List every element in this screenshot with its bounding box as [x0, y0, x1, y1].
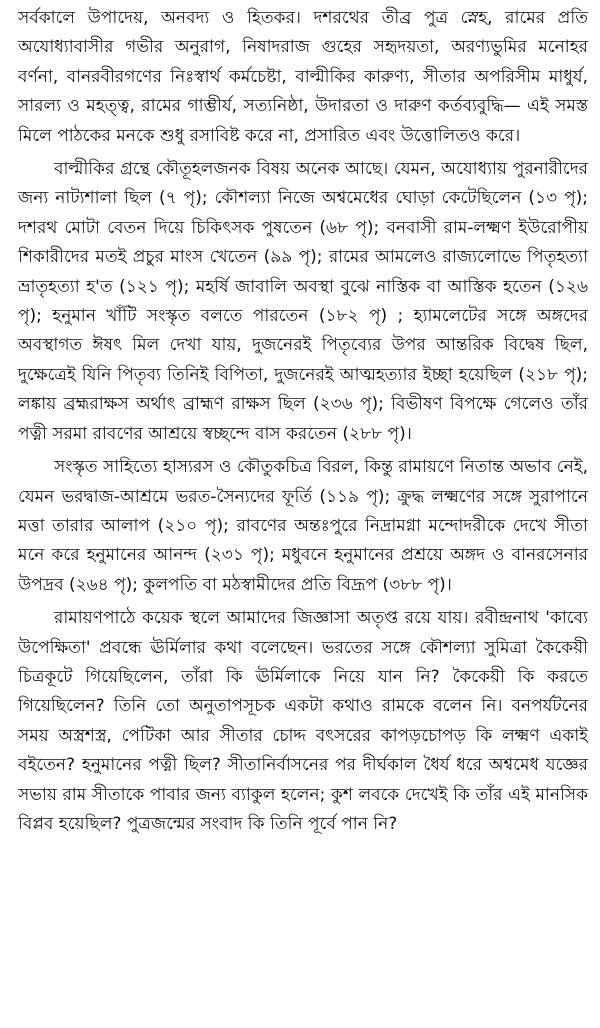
paragraph-4-questions: রামায়ণপাঠে কয়েক স্থলে আমাদের জিজ্ঞাসা অতৃপ্ত রয়ে যায়। রবীন্দ্রনাথ 'কাব্যে উপেক্ষিতা' প্রবন্ধে ঊর্মিলার কথা বলেছেন। ভরতের সঙ্গে কৌশল্যা সুমিত্রা কৈকেয়ী চিত্রকূটে গিয়েছিলেন, তাঁরা কি ঊর্মিলাকে নিয়ে যান নি? কৈকেয়ী কি করতে গিয়েছিলেন? তিনি তো অনুতাপসূচক একটা কথাও রামকে বলেন নি। বনপর্যটনের সময় অস্ত্রশস্ত্র, পেটিকা আর সীতার চোদ্দ বৎসরের কাপড়চোপড় কি লক্ষ্মণ একাই বইতেন? হনুমানের পত্নী ছিল? সীতানির্বাসনের পর দীর্ঘকাল ধৈর্য ধরে অশ্বমেধ যজ্ঞের সভায় রাম সীতাকে পাবার জন্য ব্যাকুল হলেন; কুশ লবকে দেখেই কি তাঁর এই মানসিক বিপ্লব হয়েছিল? পুত্রজন্মের সংবাদ কি তিনি পূর্বে পান নি? — [18, 608, 588, 834]
paragraph-3-humour: সংস্কৃত সাহিত্যে হাস্যরস ও কৌতুকচিত্র বিরল, কিন্তু রামায়ণে নিতান্ত অভাব নেই, যেমন ভরদ্বাজ-আশ্রমে ভরত-সৈন্যদের ফূর্তি (১১৯ পৃ); ক্রুদ্ধ লক্ষ্মণের সঙ্গে সুরাপানে মত্তা তারার আলাপ (২১০ পৃ); রাবণের অন্তঃপুরে নিদ্রামগ্না মন্দোদরীকে দেখে সীতা মনে করে হনুমানের আনন্দ (২৩১ পৃ); মধুবনে হনুমানের প্রশ্রয়ে অঙ্গদ ও বানরসেনার উপদ্রব (২৬৪ পৃ); কুলপতি বা মঠস্বামীদের প্রতি বিদ্রূপ (৩৮৮ পৃ)। — [18, 457, 588, 595]
paragraph-2-curiosities: বাল্মীকির গ্রন্থে কৌতূহলজনক বিষয় অনেক আছে। যেমন, অযোধ্যায় পুরনারীদের জন্য নাট্যশালা ছিল (৭ পৃ); কৌশল্যা নিজে অশ্বমেধের ঘোড়া কেটেছিলেন (১৩ পৃ); দশরথ মোটা বেতন দিয়ে চিকিৎসক পুষতেন (৬৮ পৃ); বনবাসী রাম-লক্ষ্মণ ইউরোপীয় শিকারীদের মতই প্রচুর মাংস খেতেন (৯৯ পৃ); রামের আমলেও রাজ্যলোভে পিতৃহত্যা ভ্রাতৃহত্যা হ'ত (১২১ পৃ); মহর্ষি জাবালি অবস্থা বুঝে নাস্তিক বা আস্তিক হতেন (১২৬ পৃ); হনুমান খাঁটি সংস্কৃত বলতে পারতেন (১৮২ পৃ) ; হ্যামলেটের সঙ্গে অঙ্গদের অবস্থাগত ঈষৎ মিল দেখা যায়, দুজনেরই পিতৃব্যের উপর আন্তরিক বিদ্বেষ ছিল, দুক্ষেত্রেই যিনি পিতৃব্য তিনিই বিপিতা, দুজনেরই আত্মহত্যার ইচ্ছা হয়েছিল (২১৮ পৃ); লঙ্কায় ব্রহ্মরাক্ষস অর্থাৎ ব্রাহ্মণ রাক্ষস ছিল (২৩৬ পৃ); বিভীষণ বিপক্ষে গেলেও তাঁর পত্নী সরমা রাবণের আশ্রয়ে স্বচ্ছন্দে বাস করতেন (২৮৮ পৃ)। — [18, 159, 588, 444]
paragraph-1-continuation: সর্বকালে উপাদেয়, অনবদ্য ও হিতকর। দশরথের তীব্র পুত্র স্নেহ, রামের প্রতি অযোধ্যাবাসীর গভীর অনুরাগ, নিষাদরাজ গুহের সহৃদয়তা, অরণ্যভুমির মনোহর বর্ণনা, বানরবীরগণের নিঃস্বার্থ কর্মচেষ্টা, বাল্মীকির কারুণ্য, সীতার অপরিসীম মাধুর্য, সারল্য ও মহত্ত্ব, রামের গাম্ভীর্য, সত্যনিষ্ঠা, উদারতা ও দারুণ কর্তব্যবুদ্ধি— এই সমস্ত মিলে পাঠকের মনকে শুধু রসাবিষ্ট করে না, প্রসারিত এবং উত্তোলিতও করে। — [18, 8, 588, 146]
